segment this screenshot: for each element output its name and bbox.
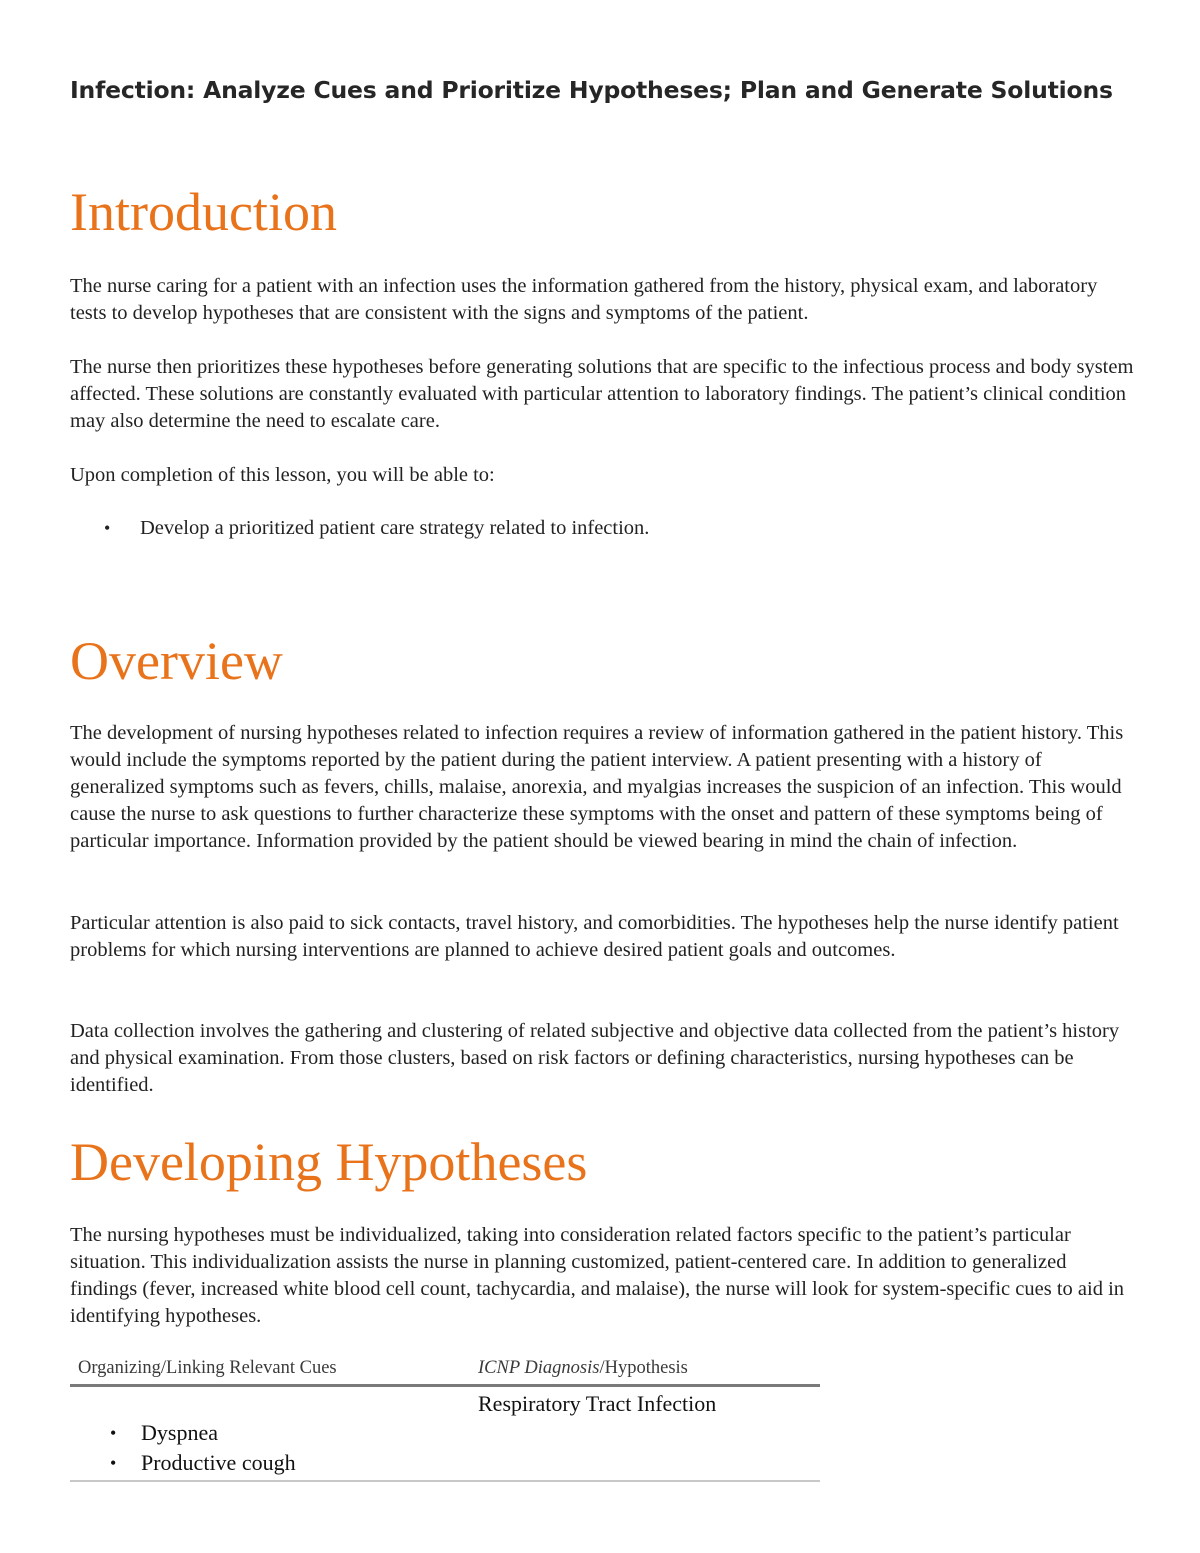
cues-table xyxy=(70,1356,820,1482)
table-header-diagnosis-rest: /Hypothesis xyxy=(599,1358,688,1378)
overview-paragraph-3: Data collection involves the gathering and clustering of related subjective and objective data collected from the patient’s history and physical examination. From those clusters, based on risk factors or defining characteristics, nursing hypotheses can be identified. xyxy=(70,1020,1120,1096)
overview-heading: Overview xyxy=(70,631,283,691)
table-header-diagnosis-italic: ICNP Diagnosis xyxy=(478,1358,600,1378)
document-title: Infection: Analyze Cues and Prioritize Hypotheses; Plan and Generate Solutions xyxy=(70,76,1113,104)
diagnosis-cell: Respiratory Tract Infection xyxy=(478,1391,717,1416)
table-header-row xyxy=(70,1356,820,1387)
cue-item xyxy=(110,1418,296,1448)
developing-hypotheses-heading: Developing Hypotheses xyxy=(70,1132,588,1192)
table-header-cues: Organizing/Linking Relevant Cues xyxy=(78,1358,337,1378)
introduction-paragraph-2: The nurse then prioritizes these hypotheses before generating solutions that are specific to the infectious process and body system affected. These solutions are constantly evaluated with particular attention to laboratory findings. The patient’s clinical condition may also determine the need to escalate care. xyxy=(70,356,1134,432)
table-row xyxy=(70,1387,820,1482)
objective-item xyxy=(70,515,649,542)
bullet-icon: • xyxy=(110,1453,117,1473)
objectives-list xyxy=(70,515,649,542)
cue-item xyxy=(110,1448,296,1478)
cue-text: Dyspnea xyxy=(141,1420,218,1445)
table-header-diagnosis xyxy=(478,1358,688,1379)
cues-list xyxy=(110,1418,296,1478)
introduction-paragraph-3: Upon completion of this lesson, you will be able to: xyxy=(70,464,495,486)
introduction-heading: Introduction xyxy=(70,182,337,242)
overview-paragraph-1: The development of nursing hypotheses related to infection requires a review of information gathered in the patient history. This would include the symptoms reported by the patient during the patient interview. A patient presenting with a history of generalized symptoms such as fevers, chills, malaise, anorexia, and myalgias increases the suspicion of an infection. This would cause the nurse to ask questions to further characterize these symptoms with the onset and pattern of these symptoms being of particular importance. Information provided by the patient should be viewed bearing in mind the chain of infection. xyxy=(70,722,1124,852)
developing-paragraph-1: The nursing hypotheses must be individualized, taking into consideration related factors specific to the patient’s particular situation. This individualization assists the nurse in planning customized, patient-centered care. In addition to generalized findings (fever, increased white blood cell count, tachycardia, and malaise), the nurse will look for system-specific cues to aid in identifying hypotheses. xyxy=(70,1224,1125,1327)
introduction-paragraph-1: The nurse caring for a patient with an infection uses the information gathered from the history, physical exam, and laboratory tests to develop hypotheses that are consistent with the signs and symptoms of the patient. xyxy=(70,275,1098,324)
overview-paragraph-2: Particular attention is also paid to sick contacts, travel history, and comorbidities. The hypotheses help the nurse identify patient problems for which nursing interventions are planned to achieve desired patient goals and outcomes. xyxy=(70,912,1119,961)
objective-text: Develop a prioritized patient care strategy related to infection. xyxy=(140,517,650,539)
cue-text: Productive cough xyxy=(141,1450,296,1475)
bullet-icon: • xyxy=(110,1423,117,1443)
bullet-icon: • xyxy=(104,518,111,538)
